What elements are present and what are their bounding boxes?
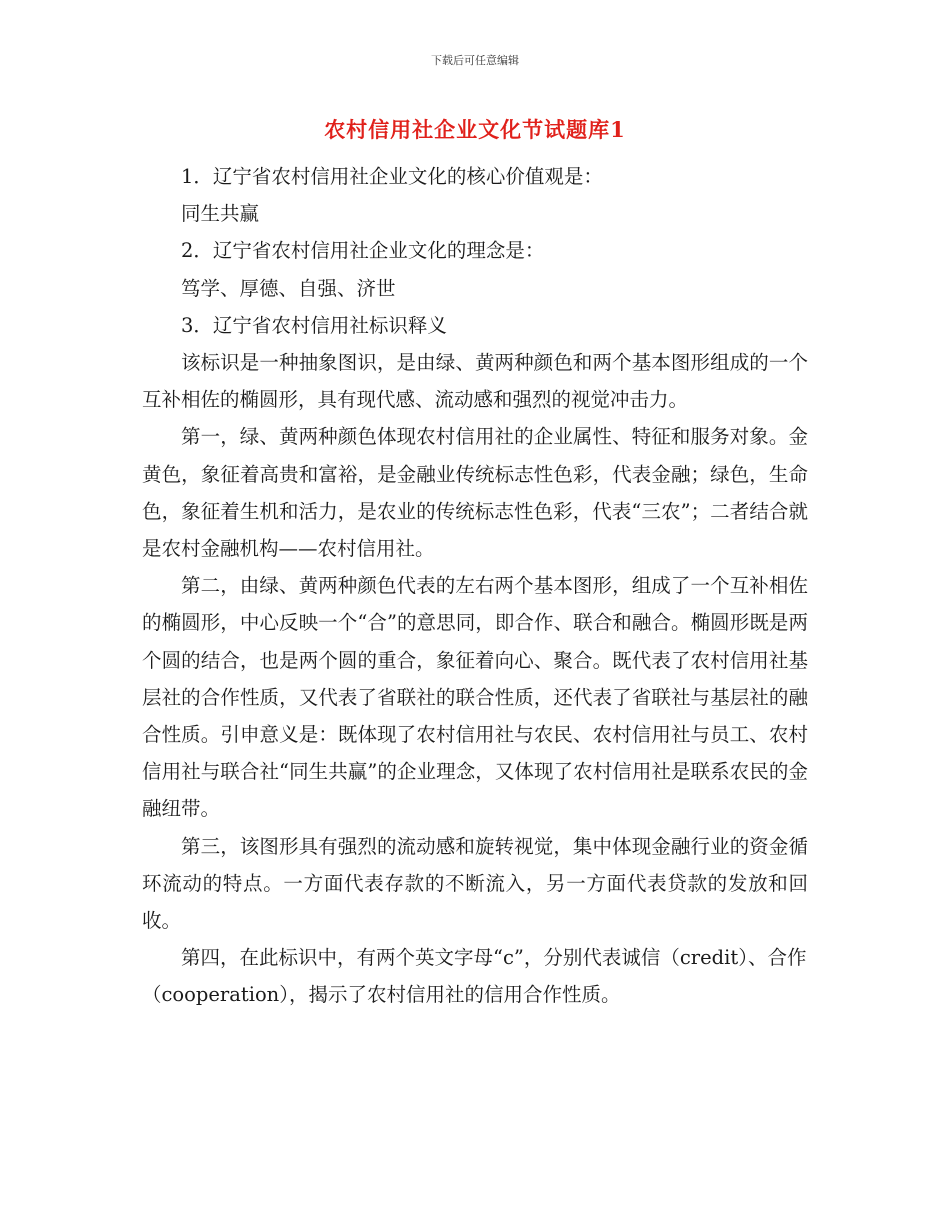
- answer-1: 同生共赢: [181, 202, 260, 226]
- paragraph-first: 第一，绿、黄两种颜色体现农村信用社的企业属性、特征和服务对象。金黄色，象征着高贵和富裕，是金融业传统标志性色彩，代表金融；绿色，生命色，象征着生机和活力，是农业的传统标志性色彩，代表“三农”；二者结合就是农村金融机构——农村信用社。: [142, 425, 808, 561]
- page-header: 下载后可任意编辑: [431, 54, 519, 67]
- question-1: 1．辽宁省农村信用社企业文化的核心价值观是：: [181, 165, 603, 188]
- question-3: 3．辽宁省农村信用社标识释义: [181, 313, 447, 337]
- document-body: [142, 158, 808, 1014]
- question-2: 2．辽宁省农村信用社企业文化的理念是：: [181, 239, 545, 263]
- paragraph-second: 第二，由绿、黄两种颜色代表的左右两个基本图形，组成了一个互补相佐的椭圆形，中心反映一个“合”的意思同，即合作、联合和融合。椭圆形既是两个圆的结合，也是两个圆的重合，象征着向心、聚合。既代表了农村信用社基层社的合作性质，又代表了省联社的联合性质，还代表了省联社与基层社的融合性质。引申意义是：既体现了农村信用社与农民、农村信用社与员工、农村信用社与联合社“同生共赢”的企业理念，又体现了农村信用社是联系农民的金融纽带。: [142, 574, 808, 821]
- paragraph-third: 第三，该图形具有强烈的流动感和旋转视觉，集中体现金融行业的资金循环流动的特点。一方面代表存款的不断流入，另一方面代表贷款的发放和回收。: [142, 834, 808, 933]
- paragraph-intro: 该标识是一种抽象图识，是由绿、黄两种颜色和两个基本图形组成的一个互补相佐的椭圆形，具有现代感、流动感和强烈的视觉冲击力。: [142, 351, 808, 412]
- paragraph-fourth: 第四，在此标识中，有两个英文字母“c”，分别代表诚信（credit）、合作（cooperation），揭示了农村信用社的信用合作性质。: [142, 946, 807, 1007]
- document-title: 农村信用社企业文化节试题库1: [324, 117, 626, 142]
- answer-2: 笃学、厚德、自强、济世: [181, 276, 396, 300]
